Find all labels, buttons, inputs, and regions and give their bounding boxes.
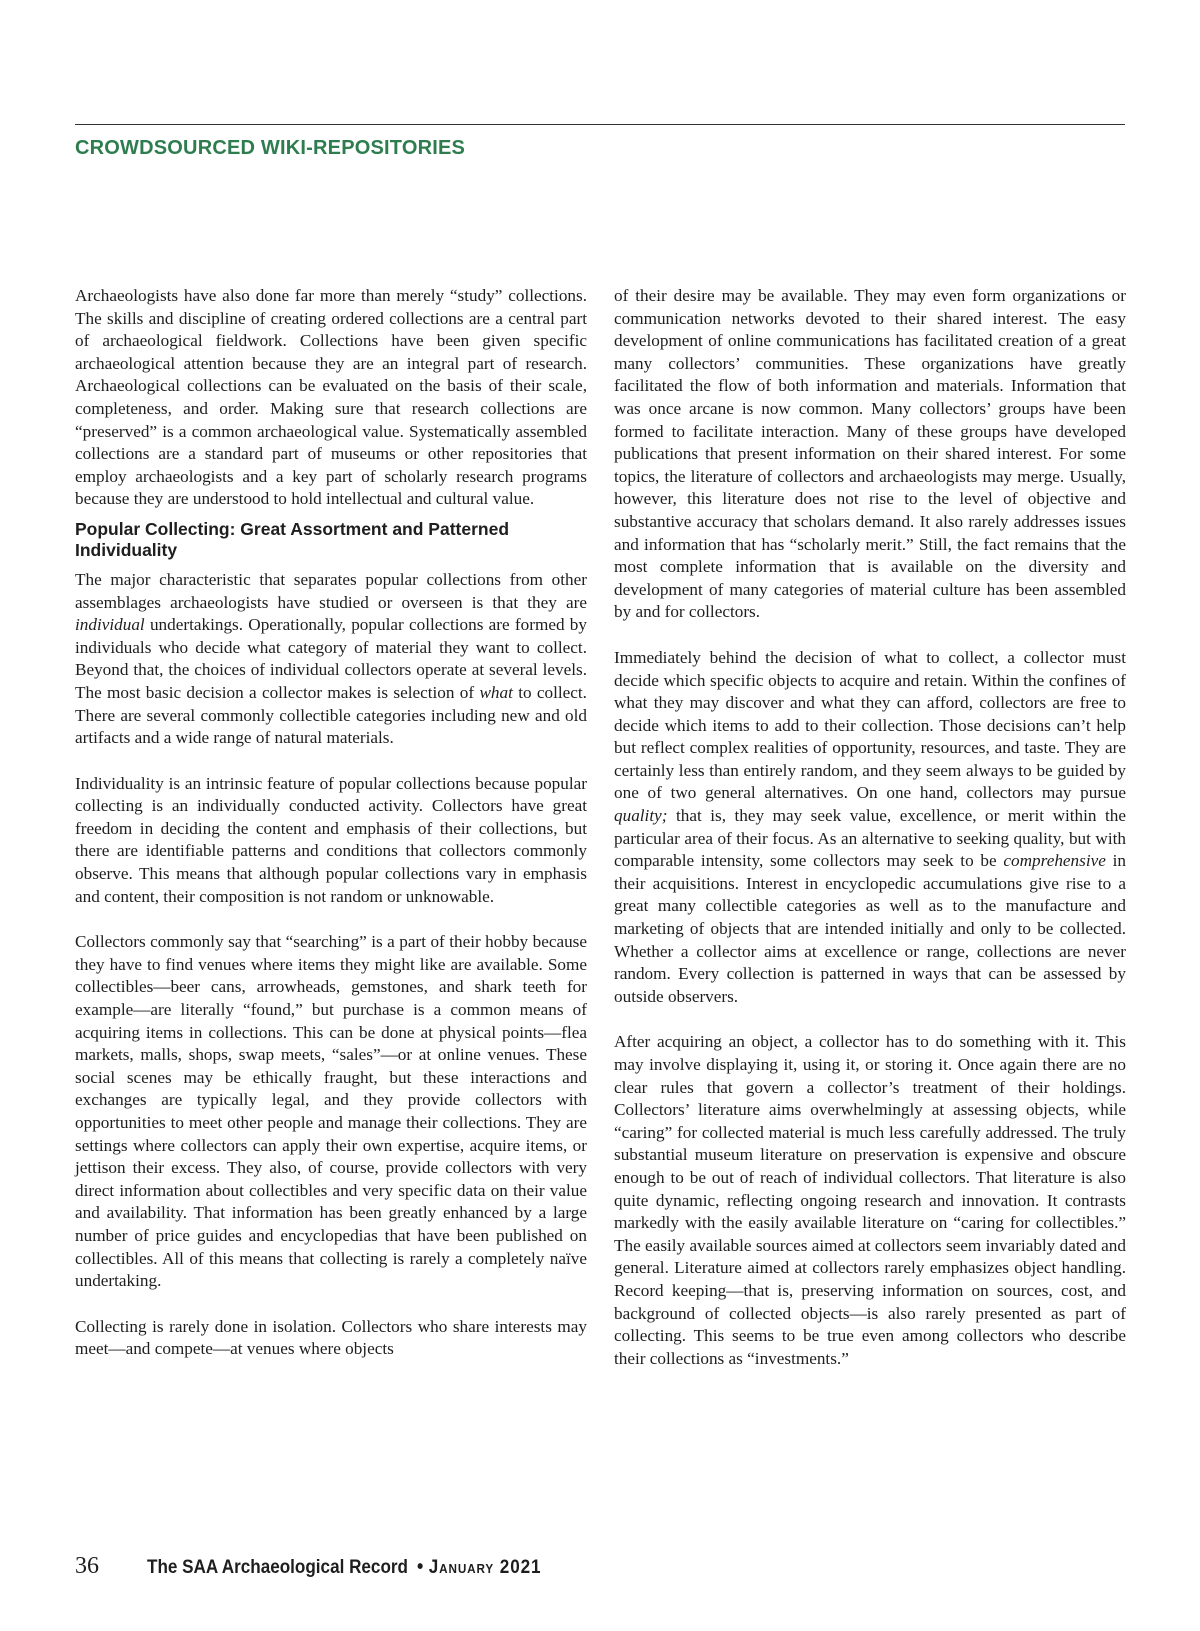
emphasis: what <box>479 682 513 702</box>
paragraph: After acquiring an object, a collector has to do something with it. This may involve displaying it, using it, or storing it. Once again there are no clear rules that govern a collector’s treatment of their holdings. Collectors’ literature aims overwhelmingly at assessing objects, while “caring” for collected material is much less carefully addressed. The truly substantial museum literature on preservation is expensive and obscure enough to be out of reach of individual collectors. That literature is also quite dynamic, reflecting ongoing research and innovation. It contrasts markedly with the easily available literature on “caring for collectibles.” The easily available sources aimed at collectors seem invariably dated and general. Literature aimed at collectors rarely emphasizes object handling. Record keeping—that is, preserving information on sources, cost, and background of collected objects—is also rarely presented as part of collecting. This seems to be true even among collectors who describe their collections as “investments.” <box>614 1032 1126 1368</box>
emphasis: individual <box>75 615 145 635</box>
subheading: Popular Collecting: Great Assortment and Patterned Individuality <box>75 518 510 560</box>
paragraph: Collectors commonly say that “searching” is a part of their hobby because they have to find venues where items they might like are available. Some collectibles—beer cans, arrowheads, gemstones, and shark teeth for example—are literally “found,” but purchase is a common means of acquiring items in collections. This can be done at physical points—flea markets, malls, shops, swap meets, “sales”—or at online venues. These social scenes may be ethically fraught, but these interactions and exchanges are typically legal, and they provide collectors with opportunities to meet other people and manage their collections. They are settings where collectors can apply their own expertise, acquire items, or jettison their excess. They also, of course, provide collectors with very direct information about collectibles and very specific data on their value and availability. That information has been greatly enhanced by a large number of price guides and encyclopedias that have been published on collectibles. All of this means that collecting is rarely a completely naïve undertaking. <box>75 932 587 1291</box>
bullet-separator: • <box>417 1556 424 1578</box>
page-number: 36 <box>75 1553 99 1579</box>
paragraph: of their desire may be available. They may even form organizations or communication networks devoted to their shared interest. The easy development of online communications has facilitated creation of a great many collectors’ communities. These organizations have greatly facilitated the flow of both information and materials. Information that was once arcane is now common. Many collectors’ groups have been formed to facilitate interaction. Many of these groups have developed publications that present information on their shared interest. For some topics, the literature of collectors and archaeologists may merge. Usually, however, this literature does not rise to the level of objective and substantive accuracy that scholars demand. It also rarely addresses issues and information that has “scholarly merit.” Still, the fact remains that the most complete information that is available on the diversity and development of many categories of material culture has been assembled by and for collectors. <box>614 286 1126 622</box>
section-title: CROWDSOURCED WIKI-REPOSITORIES <box>75 137 466 159</box>
header-rule <box>75 124 1125 125</box>
left-column <box>75 285 587 1384</box>
page-footer <box>75 1553 585 1580</box>
emphasis: quality; <box>614 806 668 826</box>
paragraph: Collecting is rarely done in isolation. Collectors who share interests may meet—and compete—at venues where objects <box>75 1316 587 1359</box>
paragraph: Immediately behind the decision of what to collect, a collector must decide which specific objects to acquire and retain. Within the confines of what they may discover and what they can afford, collectors are free to decide which items to add to their collection. Those decisions can’t help but reflect complex realities of opportunity, resources, and taste. They are certainly less than entirely random, and they seem always to be guided by one of two general alternatives. On one hand, collectors may pursue quality; that is, they may seek value, excellence, or merit within the particular area of their focus. As an alternative to seeking quality, but with comparable intensity, some collectors may seek to be comprehensive in their acquisitions. Interest in encyclopedic accumulations give rise to a great many collectible categories as well as to the manufacture and marketing of objects that are intended initially and only to be collected. Whether a collector aims at excellence or range, collections are never random. Every collection is patterned in ways that can be assessed by outside observers. <box>614 647 1127 1006</box>
right-column <box>614 285 1126 1393</box>
journal-title: The SAA Archaeological Record • January 2021 <box>147 1556 542 1578</box>
paragraph: The major characteristic that separates popular collections from other assemblages archaeologists have studied or overseen is that they are individual undertakings. Operationally, popular collections are formed by individuals who decide what category of material they want to collect. Beyond that, the choices of individual collectors operate at several levels. The most basic decision a collector makes is selection of what to collect. There are several commonly collectible categories including new and old artifacts and a wide range of natural materials. <box>75 569 587 748</box>
issue-date: January 2021 <box>428 1557 542 1578</box>
paragraph: Individuality is an intrinsic feature of popular collections because popular collecting is an individually conducted activity. Collectors have great freedom in deciding the content and emphasis of their collections, but there are identifiable patterns and conditions that collectors commonly observe. This means that although popular collections vary in emphasis and content, their composition is not random or unknowable. <box>75 773 587 906</box>
emphasis: comprehensive <box>1003 851 1106 871</box>
paragraph: Archaeologists have also done far more than merely “study” collections. The skills and discipline of creating ordered collections are a central part of archaeological fieldwork. Collections have been given specific archaeological attention because they are an integral part of research. Archaeological collections can be evaluated on the basis of their scale, completeness, and order. Making sure that research collections are “preserved” is a common archaeological value. Systematically assembled collections are a standard part of museums or other repositories that employ archaeologists and a key part of scholarly research programs because they are understood to hold intellectual and cultural value. <box>75 286 587 509</box>
